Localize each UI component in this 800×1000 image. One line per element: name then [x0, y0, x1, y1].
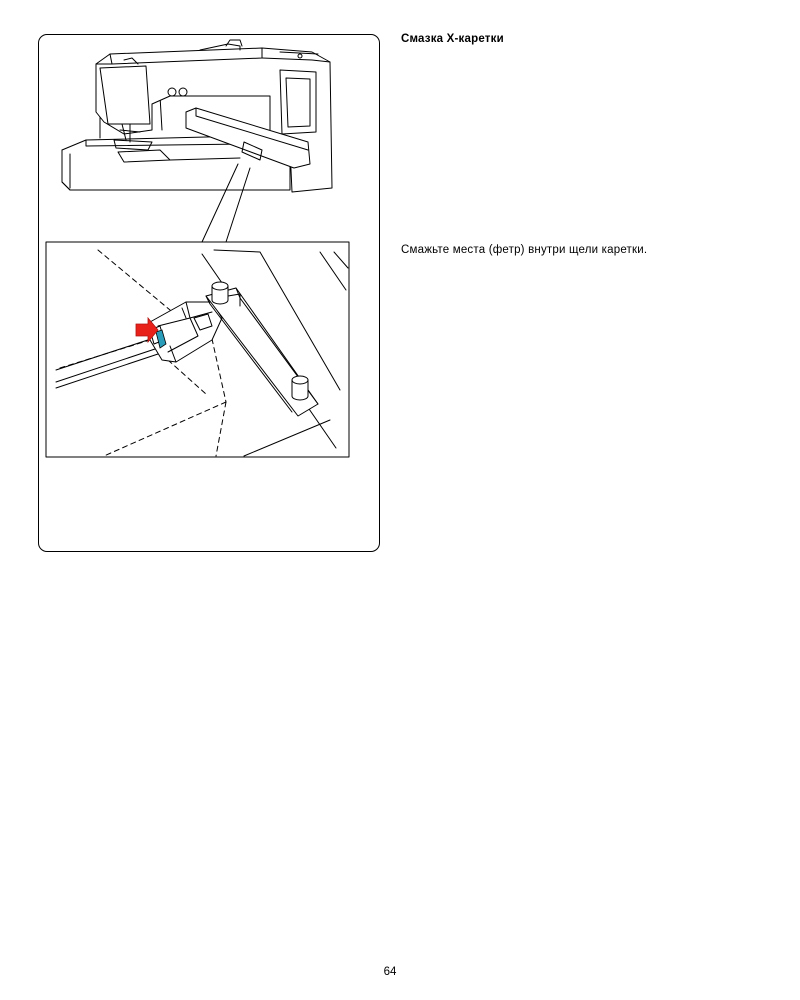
page-number: 64 — [383, 966, 397, 978]
section-title: Смазка X-каретки — [401, 33, 504, 45]
illustration-frame — [38, 34, 380, 552]
instruction-text: Смажьте места (фетр) внутри щели каретки. — [401, 244, 648, 256]
